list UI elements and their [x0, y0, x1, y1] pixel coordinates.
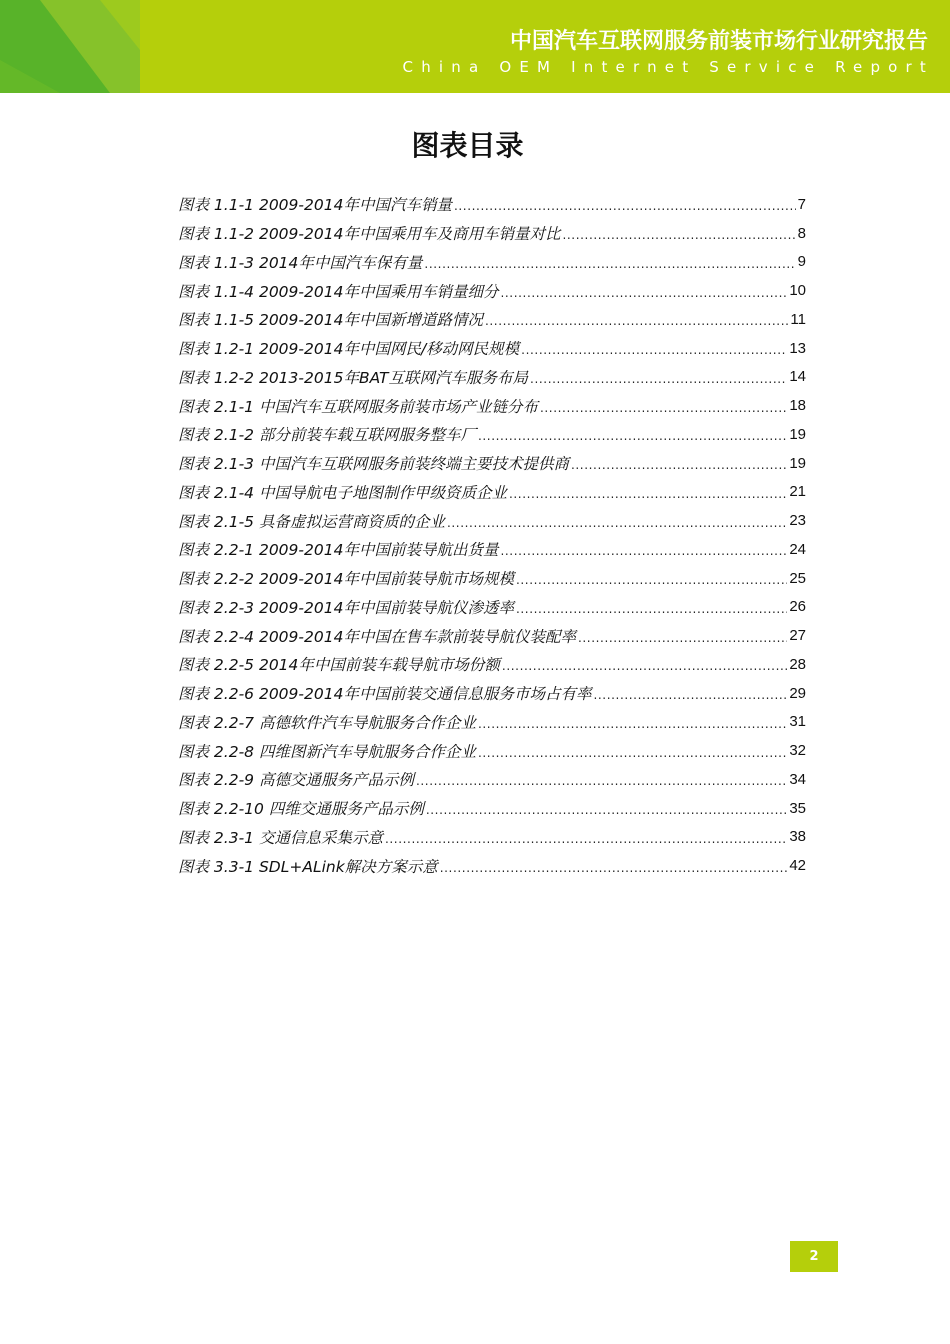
toc-dot-leader: [516, 602, 787, 616]
toc-entry-label: 图表 2.2-10 四维交通服务产品示例: [178, 800, 424, 819]
toc-dot-leader: [424, 257, 795, 271]
toc-dot-leader: [521, 343, 787, 357]
toc-entry-label: 图表 1.2-2 2013-2015年BAT互联网汽车服务布局: [178, 368, 529, 387]
toc-entry[interactable]: [178, 650, 806, 679]
toc-entry-label: 图表 3.3-1 SDL+ALink解决方案示意: [178, 857, 438, 876]
toc-dot-leader: [578, 631, 787, 645]
toc-dot-leader: [416, 774, 787, 788]
toc-dot-leader: [530, 372, 787, 386]
toc-entry-label: 图表 2.1-1 中国汽车互联网服务前装市场产业链分布: [178, 397, 538, 416]
toc-dot-leader: [516, 573, 787, 587]
toc-entry-page: 38: [789, 828, 806, 846]
toc-dot-leader: [593, 688, 787, 702]
page-number: 2: [809, 1249, 819, 1264]
toc-entry[interactable]: [178, 219, 806, 248]
toc-entry-page: 11: [790, 310, 806, 328]
toc-entry-page: 13: [789, 339, 806, 357]
toc-entry-label: 图表 2.2-3 2009-2014年中国前装导航仪渗透率: [178, 598, 514, 617]
toc-entry[interactable]: [178, 190, 806, 219]
toc-dot-leader: [478, 746, 787, 760]
toc-entry-page: 28: [789, 655, 806, 673]
toc-entry-label: 图表 2.1-3 中国汽车互联网服务前装终端主要技术提供商: [178, 455, 569, 474]
page-title: 图表目录: [411, 129, 524, 162]
toc-entry-page: 42: [789, 857, 806, 875]
toc-entry[interactable]: [178, 765, 806, 794]
toc-entry-label: 图表 2.2-4 2009-2014年中国在售车款前装导航仪装配率: [178, 627, 576, 646]
toc-entry-page: 8: [797, 224, 806, 242]
toc-entry[interactable]: [178, 794, 806, 823]
toc-entry-label: 图表 1.1-5 2009-2014年中国新增道路情况: [178, 311, 483, 330]
toc-entry[interactable]: [178, 248, 806, 277]
toc-entry-page: 25: [789, 569, 806, 587]
toc-entry[interactable]: [178, 736, 806, 765]
toc-dot-leader: [478, 429, 787, 443]
toc-entry-label: 图表 2.1-4 中国导航电子地图制作甲级资质企业: [178, 483, 507, 502]
toc-entry-label: 图表 2.1-2 部分前装车载互联网服务整车厂: [178, 426, 476, 445]
toc-entry[interactable]: [178, 276, 806, 305]
toc-entry[interactable]: [178, 679, 806, 708]
toc-dot-leader: [500, 286, 787, 300]
toc-entry-page: 21: [789, 483, 806, 501]
toc-entry[interactable]: [178, 851, 806, 880]
toc-entry[interactable]: [178, 420, 806, 449]
toc-entry-label: 图表 1.1-2 2009-2014年中国乘用车及商用车销量对比: [178, 225, 561, 244]
toc-dot-leader: [426, 803, 787, 817]
toc-entry[interactable]: [178, 708, 806, 737]
toc-dot-leader: [447, 516, 787, 530]
toc-entry-page: 18: [789, 397, 806, 415]
toc-dot-leader: [478, 717, 787, 731]
toc-entry[interactable]: [178, 506, 806, 535]
toc-dot-leader: [571, 458, 787, 472]
page-number-badge: [790, 1241, 838, 1272]
toc-dot-leader: [440, 861, 788, 875]
toc-entry-page: 32: [789, 742, 806, 760]
toc-entry[interactable]: [178, 478, 806, 507]
toc-entry-label: 图表 2.2-9 高德交通服务产品示例: [178, 771, 414, 790]
toc-entry-label: 图表 2.2-7 高德软件汽车导航服务合作企业: [178, 713, 476, 732]
toc-entry-page: 19: [789, 425, 806, 443]
toc-entry-page: 29: [789, 684, 806, 702]
toc-entry-page: 19: [789, 454, 806, 472]
toc-entry[interactable]: [178, 593, 806, 622]
toc-entry-label: 图表 1.1-3 2014年中国汽车保有量: [178, 253, 423, 272]
toc-dot-leader: [500, 544, 787, 558]
toc-entry-label: 图表 2.2-5 2014年中国前装车载导航市场份额: [178, 656, 500, 675]
toc-dot-leader: [562, 228, 795, 242]
toc-entry-label: 图表 2.2-8 四维图新汽车导航服务合作企业: [178, 742, 476, 761]
toc-entry-label: 图表 2.2-2 2009-2014年中国前装导航市场规模: [178, 570, 514, 589]
toc-entry[interactable]: [178, 823, 806, 852]
toc-dot-leader: [485, 314, 788, 328]
figure-table-of-contents: [178, 190, 806, 880]
toc-entry-page: 9: [797, 253, 806, 271]
toc-entry-page: 23: [789, 512, 806, 530]
toc-dot-leader: [454, 199, 796, 213]
toc-entry[interactable]: [178, 334, 806, 363]
toc-entry-page: 10: [789, 282, 806, 300]
toc-dot-leader: [509, 487, 787, 501]
toc-entry-label: 图表 2.2-6 2009-2014年中国前装交通信息服务市场占有率: [178, 685, 592, 704]
report-header: [0, 0, 950, 93]
toc-entry[interactable]: [178, 305, 806, 334]
header-subtitle: China OEM Internet Service Report: [402, 58, 934, 76]
toc-entry-page: 35: [789, 799, 806, 817]
header-title: 中国汽车互联网服务前装市场行业研究报告: [509, 29, 928, 54]
toc-entry-label: 图表 2.2-1 2009-2014年中国前装导航出货量: [178, 541, 499, 560]
toc-dot-leader: [502, 659, 787, 673]
toc-entry-page: 34: [789, 770, 806, 788]
toc-entry-label: 图表 1.1-1 2009-2014年中国汽车销量: [178, 196, 452, 215]
toc-entry-label: 图表 2.1-5 具备虚拟运营商资质的企业: [178, 512, 445, 531]
toc-entry[interactable]: [178, 564, 806, 593]
toc-dot-leader: [385, 832, 787, 846]
toc-entry-label: 图表 2.3-1 交通信息采集示意: [178, 828, 383, 847]
toc-entry-page: 27: [789, 627, 806, 645]
toc-entry-label: 图表 1.1-4 2009-2014年中国乘用车销量细分: [178, 282, 499, 301]
toc-entry[interactable]: [178, 363, 806, 392]
toc-entry[interactable]: [178, 535, 806, 564]
toc-entry[interactable]: [178, 391, 806, 420]
toc-entry-page: 24: [789, 540, 806, 558]
toc-entry-page: 31: [789, 713, 806, 731]
toc-entry-page: 14: [789, 368, 806, 386]
toc-entry[interactable]: [178, 449, 806, 478]
toc-entry-page: 7: [797, 195, 806, 213]
toc-entry[interactable]: [178, 621, 806, 650]
toc-entry-page: 26: [789, 598, 806, 616]
toc-entry-label: 图表 1.2-1 2009-2014年中国网民/移动网民规模: [178, 340, 520, 359]
toc-dot-leader: [540, 401, 787, 415]
